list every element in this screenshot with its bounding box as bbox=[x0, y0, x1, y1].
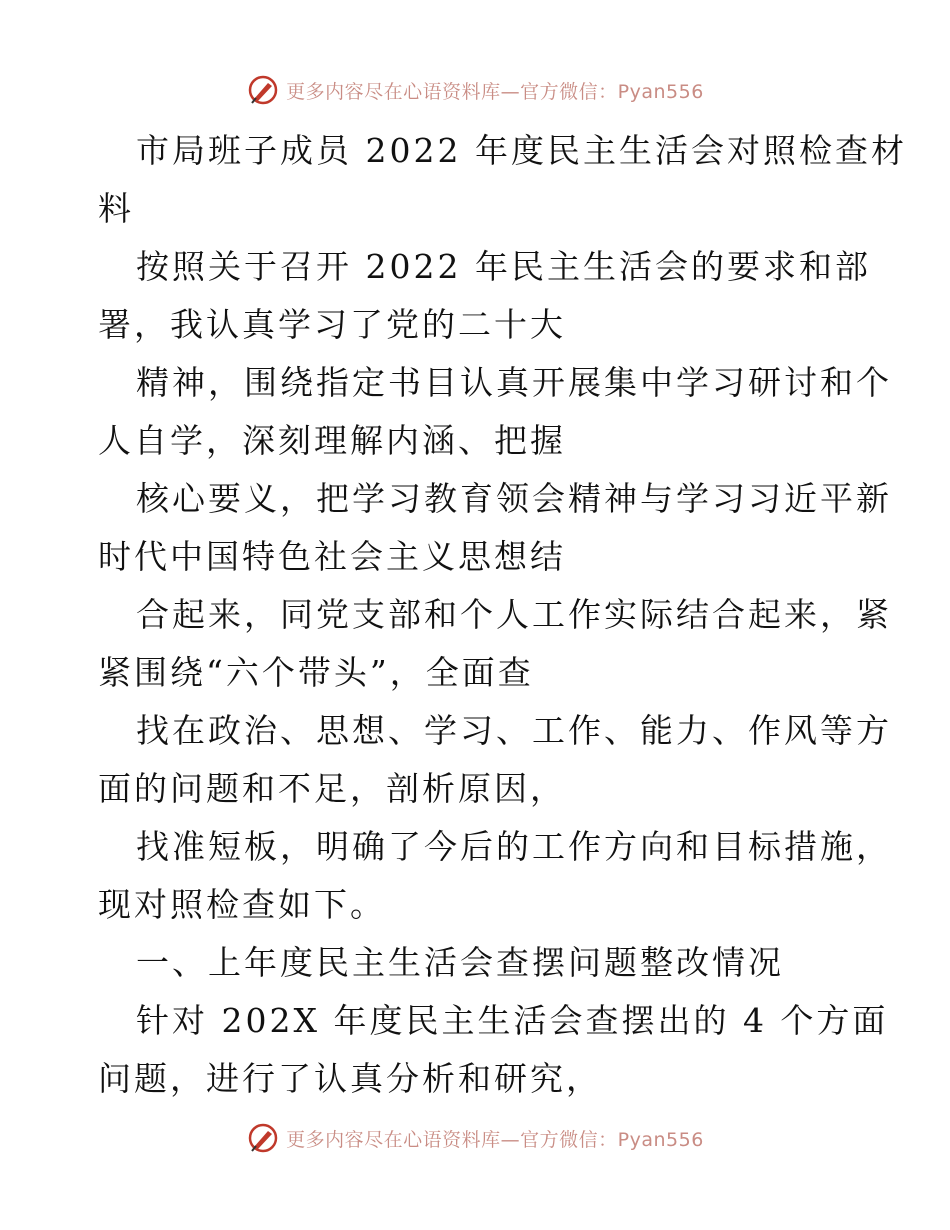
doc-paragraph-line: 针对 202X 年度民主生活会查摆出的 4 个方面 bbox=[136, 1001, 889, 1040]
doc-paragraph-line: 问题，进行了认真分析和研究， bbox=[98, 1059, 602, 1098]
doc-paragraph-line: 找在政治、思想、学习、工作、能力、作风等方 bbox=[136, 711, 892, 750]
doc-paragraph-line: 时代中国特色社会主义思想结 bbox=[98, 537, 566, 576]
section-heading: 一、上年度民主生活会查摆问题整改情况 bbox=[136, 943, 784, 982]
header-watermark bbox=[0, 72, 950, 108]
doc-paragraph-line: 合起来，同党支部和个人工作实际结合起来，紧 bbox=[136, 595, 892, 634]
doc-title-line-2: 料 bbox=[98, 189, 134, 228]
doc-paragraph-line: 面的问题和不足，剖析原因， bbox=[98, 769, 566, 808]
doc-paragraph-line: 核心要义，把学习教育领会精神与学习习近平新 bbox=[136, 479, 892, 518]
watermark-text: 更多内容尽在心语资料库—官方微信：Pyan556 bbox=[286, 80, 704, 103]
doc-title-line-1: 市局班子成员 2022 年度民主生活会对照检查材 bbox=[136, 131, 907, 170]
document-body bbox=[98, 122, 907, 1108]
pen-circle-logo-icon bbox=[246, 73, 280, 107]
doc-paragraph-line: 找准短板，明确了今后的工作方向和目标措施， bbox=[136, 827, 892, 866]
footer-watermark bbox=[0, 1120, 950, 1156]
doc-paragraph-line: 精神，围绕指定书目认真开展集中学习研讨和个 bbox=[136, 363, 892, 402]
doc-paragraph-line: 现对照检查如下。 bbox=[98, 885, 386, 924]
doc-paragraph-line: 人自学，深刻理解内涵、把握 bbox=[98, 421, 566, 460]
doc-paragraph-line: 署，我认真学习了党的二十大 bbox=[98, 305, 566, 344]
pen-circle-logo-icon bbox=[246, 1121, 280, 1155]
watermark-text: 更多内容尽在心语资料库—官方微信：Pyan556 bbox=[286, 1128, 704, 1151]
doc-paragraph-line: 紧围绕“六个带头”，全面查 bbox=[98, 653, 534, 692]
doc-paragraph-line: 按照关于召开 2022 年民主生活会的要求和部 bbox=[136, 247, 871, 286]
